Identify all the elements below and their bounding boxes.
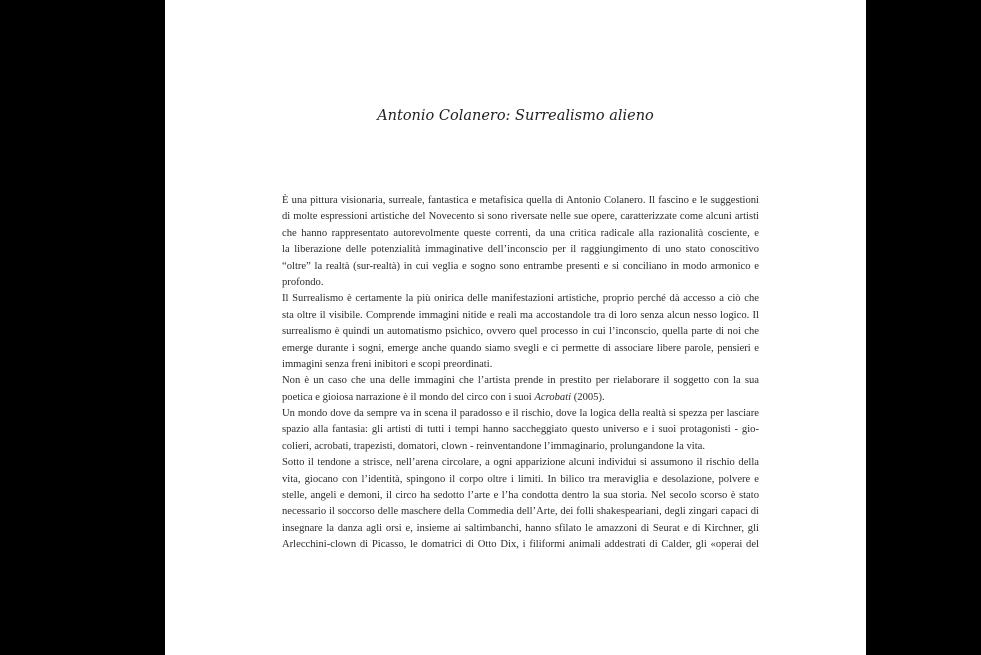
text-line: Sotto il tendone a strisce, nell’arena circolare, a ogni apparizione alcuni individui si assumono il rischio della xyxy=(282,457,759,469)
text-line: Un mondo dove da sempre va in scena il paradosso e il rischio, dove la logica della realtà si spezza per lasciare xyxy=(282,408,759,420)
text-line: sta oltre il visibile. Comprende immagini nitide e reali ma accostandole tra di loro senza alcun nesso logico. Il xyxy=(282,309,759,321)
text-line: Arlecchini-clown di Picasso, le domatrici di Otto Dix, i filiformi animali addestrati di Calder, gli «operai del xyxy=(282,539,759,551)
text-line: insegnare la danza agli orsi e, insieme ai saltimbanchi, hanno sfilato le amazzoni di Seurat e di Kirchner, gli xyxy=(282,522,759,534)
text-line: necessario il soccorso delle maschere della Commedia dell’Arte, dei folli shakespeariani, degli zingari capaci di xyxy=(282,506,759,518)
text-line: la liberazione delle potenzialità immaginative dell’inconscio per il raggiungimento di uno stato conoscitivo xyxy=(282,244,759,256)
artwork-title: Acrobati xyxy=(534,391,572,403)
text-line: di molte espressioni artistiche del Novecento si sono riversate nelle sue opere, caratterizzate come alcuni artisti xyxy=(282,211,759,223)
text-line: emerge durante i sogni, emerge anche quando siamo svegli e ci permette di associare libere parole, pensieri e xyxy=(282,342,759,354)
text-segment: poetica e gioiosa narrazione è il mondo del circo con i suoi xyxy=(282,391,535,403)
text-line: “oltre” la realtà (sur-realtà) in cui veglia e sogno sono entrambe presenti e si conciliano in modo armonico e xyxy=(282,260,759,272)
text-line: Non è un caso che una delle immagini che l’artista prende in prestito per rielaborare il soggetto con la sua xyxy=(282,375,759,387)
document-page xyxy=(165,0,866,655)
text-line: È una pittura visionaria, surreale, fantastica e metafisica quella di Antonio Colanero. Il fascino e le suggestioni xyxy=(282,195,759,206)
text-line: vita, giocano con l’identità, spingono il corpo oltre i limiti. In bilico tra meraviglia e desolazione, polvere e xyxy=(282,473,759,485)
text-line: colieri, acrobati, trapezisti, domatori, clown - reinventandone l’immaginario, prolungandone la vita. xyxy=(282,440,706,452)
text-line: immagini senza freni inibitori e scopi preordinati. xyxy=(282,358,493,370)
text-line: stelle, angeli e demoni, il circo ha sedotto l’arte e l’ha condotta dentro la sua storia. Nel secolo scorso è stato xyxy=(282,490,759,502)
text-line: surrealismo è quindi un automatismo psichico, ovvero quel processo in cui l’inconscio, quella parte di noi che xyxy=(282,326,759,338)
text-line: Il Surrealismo è certamente la più onirica delle manifestazioni artistiche, proprio perché dà accesso a ciò che xyxy=(282,293,759,305)
text-line: che hanno rappresentato autorevolmente queste correnti, da una critica radicale alla razionalità cosciente, e xyxy=(282,227,759,239)
text-segment: (2005). xyxy=(571,391,605,403)
document-title: Antonio Colanero: Surrealismo alieno xyxy=(377,108,654,124)
document-body xyxy=(282,193,759,554)
text-line: profondo. xyxy=(282,276,324,288)
text-line xyxy=(282,390,759,406)
text-line: spazio alla fantasia: gli artisti di tutti i tempi hanno saccheggiato questo universo e i suoi protagonisti - gio- xyxy=(282,424,759,436)
